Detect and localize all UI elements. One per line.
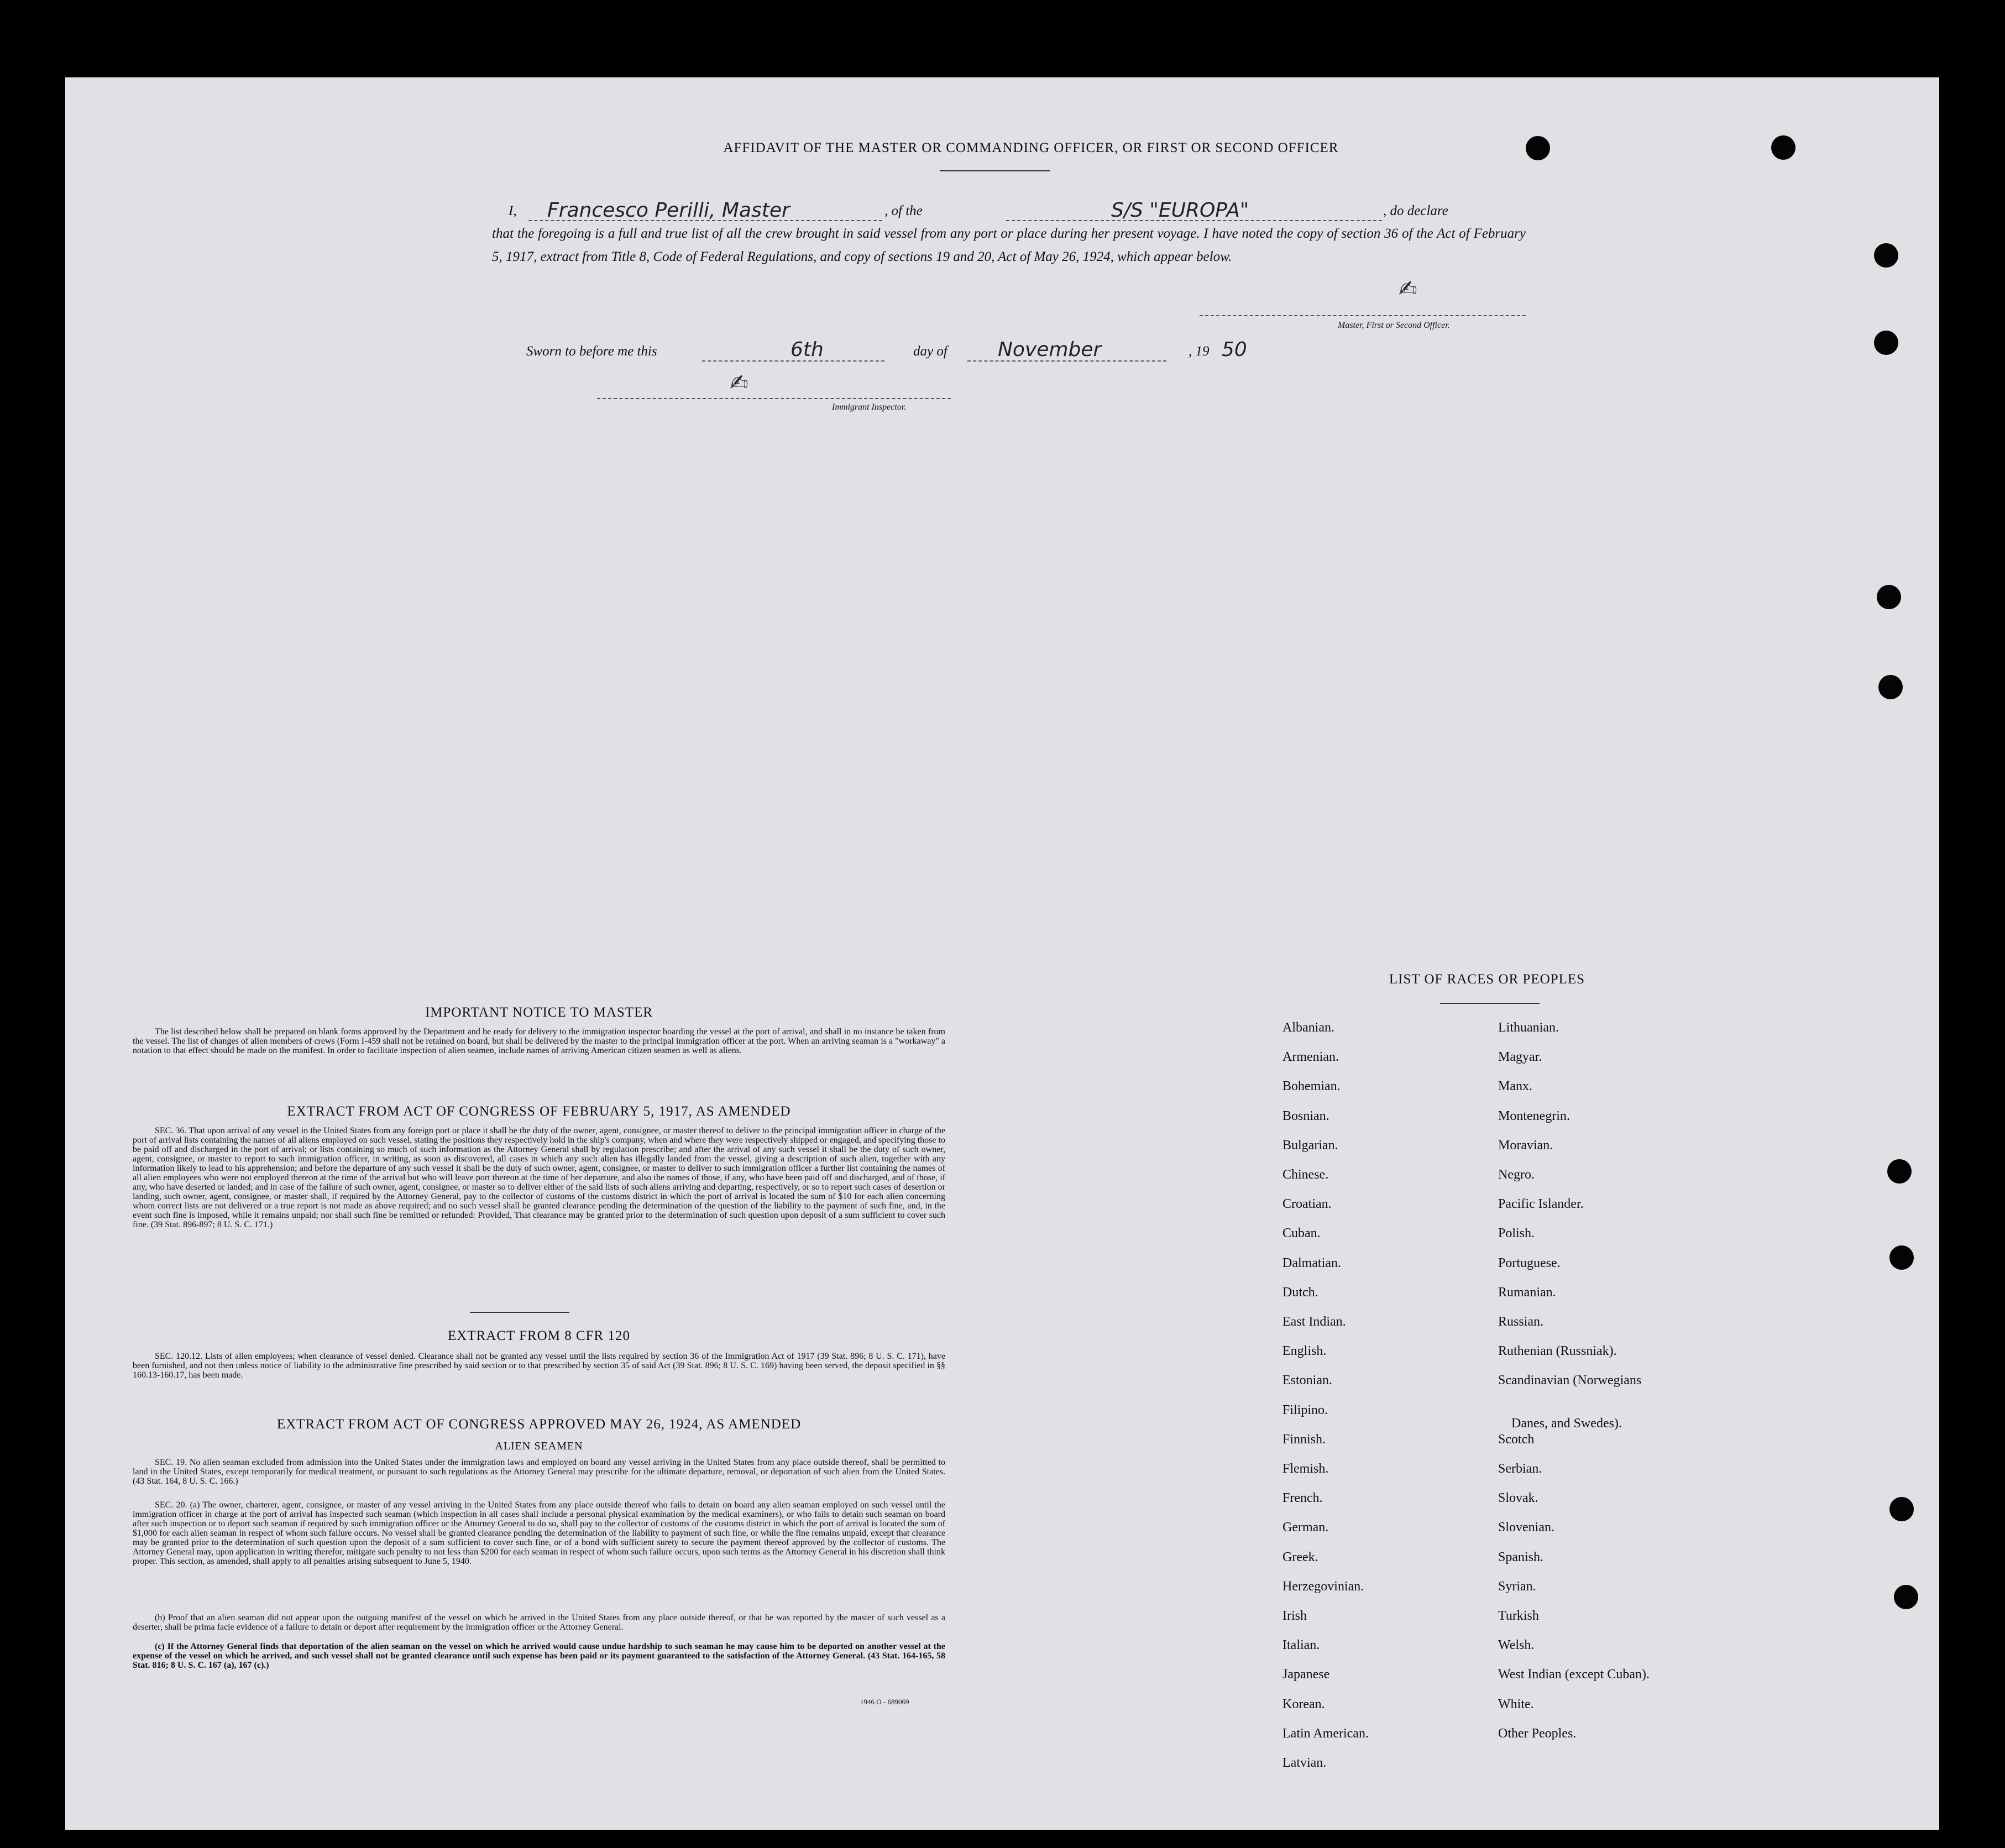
race-item: Danes, and Swedes).	[1511, 1416, 1622, 1431]
extract-1924-sec20c: (c) If the Attorney General finds that deportation of the alien seaman on the vessel on which he arrived would cause undue hardship to such seaman he may cause him to be deported on another vessel at the expense of the vessel on which he arrived, and such vessel shall not be granted clearance until such expense has been paid or its payment guaranteed to the satisfaction of the Attorney General. (43 Stat. 164-165, 58 Stat. 816; 8 U. S. C. 167 (a), 167 (c).)	[133, 1642, 945, 1670]
master-signature: ✍	[1399, 276, 1417, 302]
race-item: Bosnian.	[1282, 1108, 1329, 1123]
race-item: Polish.	[1498, 1226, 1535, 1241]
race-item: Armenian.	[1282, 1050, 1339, 1065]
race-item: Finnish.	[1282, 1432, 1326, 1447]
race-item: Slovak.	[1498, 1491, 1538, 1506]
race-item: West Indian (except Cuban).	[1498, 1667, 1650, 1682]
race-item: Dutch.	[1282, 1285, 1318, 1300]
punch-hole	[1889, 1245, 1914, 1270]
punch-hole	[1771, 135, 1795, 160]
race-item: Korean.	[1282, 1697, 1325, 1711]
notice-title: IMPORTANT NOTICE TO MASTER	[425, 1005, 653, 1020]
race-item: Lithuanian.	[1498, 1020, 1559, 1035]
race-item: Dalmatian.	[1282, 1255, 1341, 1270]
race-item: Irish	[1282, 1609, 1307, 1623]
races-title: LIST OF RACES OR PEOPLES	[1389, 972, 1585, 987]
race-item: Pacific Islander.	[1498, 1197, 1584, 1212]
print-code: 1946 O - 689069	[860, 1698, 909, 1706]
punch-hole	[1889, 1497, 1914, 1521]
punch-hole	[1878, 675, 1903, 699]
race-item: Herzegovinian.	[1282, 1579, 1364, 1594]
affidavit-i: I,	[509, 203, 517, 218]
extract-1924-title: EXTRACT FROM ACT OF CONGRESS APPROVED MAY 26, 1924, AS AMENDED	[276, 1417, 802, 1432]
race-item: Japanese	[1282, 1667, 1330, 1682]
race-item: Serbian.	[1498, 1462, 1542, 1476]
race-item: Slovenian.	[1498, 1520, 1554, 1535]
inspector-label: Immigrant Inspector.	[832, 402, 907, 412]
race-item: Scandinavian (Norwegians	[1498, 1373, 1642, 1388]
race-item: Ruthenian (Russniak).	[1498, 1344, 1617, 1359]
inspector-signature-line	[597, 398, 951, 399]
affidavit-title: AFFIDAVIT OF THE MASTER OR COMMANDING OFFICER, OR FIRST OR SECOND OFFICER	[723, 140, 1339, 155]
race-item: East Indian.	[1282, 1315, 1346, 1329]
affidavit-of-the: , of the	[884, 203, 923, 218]
notice-body: The list described below shall be prepared on blank forms approved by the Department and be ready for delivery to the immigration inspector boarding the vessel at the port of arrival, and shall in no instance be taken from the vessel. The list of changes of alien members of crews (Form I-459 shall not be retained on board, but shall be delivered by the master to the principal immigration officer at the port. When an arriving seaman is a "workaway" a notation to that effect should be made on the manifest. In order to facilitate inspection of alien seamen, include names of arriving American citizen seamen as well as aliens.	[133, 1027, 945, 1055]
race-item: French.	[1282, 1491, 1323, 1506]
race-item: English.	[1282, 1344, 1327, 1359]
punch-hole	[1877, 585, 1901, 609]
race-item: Bulgarian.	[1282, 1138, 1338, 1153]
sworn-text: Sworn to before me this	[526, 344, 657, 359]
race-item: Negro.	[1498, 1168, 1535, 1182]
affidavit-do-declare: , do declare	[1383, 203, 1448, 218]
day-handwritten: 6th	[791, 338, 824, 361]
race-item: Latvian.	[1282, 1756, 1327, 1770]
race-item: Flemish.	[1282, 1462, 1329, 1476]
races-rule	[1440, 1003, 1540, 1004]
month-handwritten: November	[998, 338, 1102, 361]
title-rule	[940, 170, 1050, 171]
inspector-signature: ✍	[730, 370, 748, 396]
extract-1924-sec20b: (b) Proof that an alien seaman did not appear upon the outgoing manifest of the vessel on which he arrived in the United States from any place outside thereof, or that he was reported by the master of such vessel as a deserter, shall be prima facie evidence of a failure to detain or deport after requirement by the immigration officer or the Attorney General.	[133, 1613, 945, 1632]
race-item: Magyar.	[1498, 1050, 1542, 1065]
race-item: Filipino.	[1282, 1402, 1328, 1417]
day-of: day of	[913, 344, 947, 359]
race-item: Bohemian.	[1282, 1079, 1341, 1094]
extract-1917-title: EXTRACT FROM ACT OF CONGRESS OF FEBRUARY 5, 1917, AS AMENDED	[287, 1104, 791, 1119]
punch-hole	[1887, 1159, 1912, 1184]
race-item: Russian.	[1498, 1315, 1544, 1329]
race-item: Syrian.	[1498, 1579, 1536, 1594]
race-item: Rumanian.	[1498, 1285, 1556, 1300]
sworn-line	[525, 336, 1271, 369]
race-item: White.	[1498, 1697, 1534, 1711]
race-item: Spanish.	[1498, 1549, 1544, 1564]
race-item: Italian.	[1282, 1638, 1320, 1653]
race-item: Estonian.	[1282, 1373, 1332, 1388]
race-item: Chinese.	[1282, 1168, 1329, 1182]
extract-1924-sec20a: SEC. 20. (a) The owner, charterer, agent, consignee, or master of any vessel arriving in the United States from any place outside thereof who fails to detain on board any alien seaman employed on such vessel until the immigration officer in charge at the port of arrival has inspected such seaman (which inspection in all cases shall include a personal physical examination by the medical examiners), or who fails to detain such seaman on board after such inspection or to deport such seaman if required by such immigration officer or the Attorney General to do so, shall pay to the collector of customs of the customs district in which the port of arrival is located the sum of $1,000 for each alien seaman in respect of whom such failure occurs. No vessel shall be granted clearance pending the determination of the liability to payment of such fine, or while the fine remains unpaid, except that clearance may be granted prior to the determination of such question upon the deposit of a sum sufficient to cover such fine, or of a bond with sufficient surety to secure the payment thereof approved by the collector of customs. The Attorney General may, upon application in writing therefor, mitigate such penalty to not less than $200 for each seaman in respect of whom such failure occurs, upon such terms as the Attorney General in his discretion shall think proper. This section, as amended, shall apply to all penalties arising subsequent to June 5, 1940.	[133, 1500, 945, 1566]
race-item: Montenegrin.	[1498, 1108, 1570, 1123]
race-item: Croatian.	[1282, 1197, 1332, 1212]
extract-1924-sec19: SEC. 19. No alien seaman excluded from admission into the United States under the immigration laws and employed on board any vessel arriving in the United States from any place outside thereof, shall be permitted to land in the United States, except temporarily for medical treatment, or pursuant to such regulations as the Attorney General may prescribe for the ultimate departure, removal, or deportation of such alien from the United States. (43 Stat. 164, 8 U. S. C. 166.)	[133, 1458, 945, 1486]
race-item: Other Peoples.	[1498, 1726, 1577, 1741]
vessel-name-handwritten: S/S "EUROPA"	[1111, 199, 1249, 222]
punch-hole	[1526, 136, 1550, 160]
race-item: Welsh.	[1498, 1638, 1535, 1653]
master-name-handwritten: Francesco Perilli, Master	[547, 199, 790, 222]
extract-1924-subtitle: ALIEN SEAMEN	[495, 1440, 583, 1452]
race-item: Manx.	[1498, 1079, 1532, 1094]
race-item: Cuban.	[1282, 1226, 1321, 1241]
year-handwritten: 50	[1222, 338, 1247, 361]
master-signature-label: Master, First or Second Officer.	[1338, 321, 1450, 330]
punch-hole	[1874, 243, 1898, 268]
race-item: Greek.	[1282, 1549, 1318, 1564]
race-item: German.	[1282, 1520, 1329, 1535]
extract-1917-body: SEC. 36. That upon arrival of any vessel in the United States from any foreign port or place it shall be the duty of the owner, agent, consignee, or master thereof to deliver to the principal immigration officer in charge of the port of arrival lists containing the names of all aliens employed on such vessel, stating the positions they respectively hold in the ship's company, when and where they were respectively shipped or engaged, and specifying those to be paid off and discharged in the port of arrival; or lists containing so much of such information as the Attorney General shall by regulation prescribe; and after the arrival of any such vessel it shall be the duty of such owner, agent, consignee, or master to report to such immigration officer, in writing, as soon as discovered, all cases in which any such alien has illegally landed from the vessel, giving a description of such alien, together with any information likely to lead to his apprehension; and before the departure of any such vessel it shall be the duty of such owner, agent, consignee, or master to deliver to such immigration officer a further list containing the names of all alien employees who were not employed thereon at the time of the arrival but who will leave port thereon at the time of her departure, and also the names of those, if any, who have been paid off and discharged, and of those, if any, who have deserted or landed; and in case of the failure of such owner, agent, consignee, or master so to deliver either of the said lists of such aliens arriving and departing, respectively, or so to report such cases of desertion or landing, such owner, agent, consignee, or master shall, if required by the Attorney General, pay to the collector of customs of the customs district in which the port of arrival is located the sum of $10 for each alien concerning whom correct lists are not delivered or a true report is not made as above required; and no such vessel shall be granted clearance pending the determination of the question of the liability to the payment of such fine, and, in the event such fine is imposed, while it remains unpaid; nor shall such fine be remitted or refunded: Provided, That clearance may be granted prior to the determination of such question upon deposit of a sum sufficient to cover such fine. (39 Stat. 896-897; 8 U. S. C. 171.)	[133, 1126, 945, 1229]
affidavit-body: that the foregoing is a full and true list of all the crew brought in said vessel from any port or place during her present voyage. I have noted the copy of section 36 of the Act of February 5, 1917, extract from Title 8, Code of Federal Regulations, and copy of sections 19 and 20, Act of May 26, 1924, which appear below.	[492, 226, 1526, 264]
extract-cfr-body: SEC. 120.12. Lists of alien employees; when clearance of vessel denied. Clearance shall not be granted any vessel until the lists required by section 36 of the Immigration Act of 1917 (39 Stat. 896; 8 U. S. C. 171), have been furnished, and not then unless notice of liability to the administrative fine prescribed by said section or to that prescribed by section 35 of said Act (39 Stat. 896; 8 U. S. C. 169) having been served, the deposit specified in §§ 160.13-160.17, has been made.	[133, 1352, 945, 1380]
extract-rule	[470, 1312, 569, 1313]
master-signature-line	[1200, 315, 1526, 316]
race-item: Turkish	[1498, 1609, 1539, 1623]
race-item: Scotch	[1498, 1432, 1535, 1447]
race-item: Portuguese.	[1498, 1255, 1561, 1270]
punch-hole	[1894, 1585, 1918, 1609]
race-item: Albanian.	[1282, 1020, 1334, 1035]
race-item: Latin American.	[1282, 1726, 1369, 1741]
race-item: Moravian.	[1498, 1138, 1553, 1153]
extract-cfr-title: EXTRACT FROM 8 CFR 120	[448, 1328, 630, 1343]
year-prefix: , 19	[1189, 344, 1210, 359]
punch-hole	[1874, 331, 1898, 355]
